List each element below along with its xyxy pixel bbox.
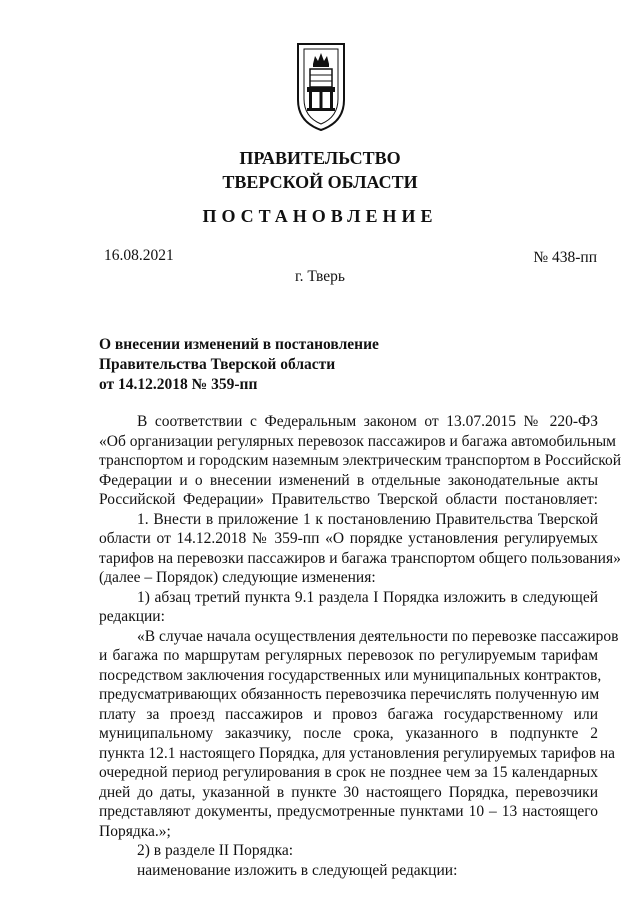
body-line: посредством заключения государственных или муниципальных контрактов,: [99, 666, 602, 684]
body-line: тарифов на перевозки пассажиров и багажа транспортом общего пользования»: [99, 549, 621, 567]
subject-line: от 14.12.2018 № 359-пп: [99, 376, 258, 393]
government-name-line1: ПРАВИТЕЛЬСТВО: [239, 148, 401, 168]
document-date: 16.08.2021: [104, 247, 174, 264]
body-line: пункта 12.1 настоящего Порядка, для установления регулируемых тарифов на: [99, 744, 616, 762]
body-line: 1) абзац третий пункта 9.1 раздела I Порядка изложить в следующей: [137, 588, 598, 606]
body-line: редакции:: [99, 608, 165, 625]
subject-line: О внесении изменений в постановление: [99, 336, 379, 353]
document-body: [99, 412, 622, 880]
body-line: 2) в разделе II Порядка:: [137, 842, 294, 859]
body-line: (далее – Порядок) следующие изменения:: [99, 569, 376, 586]
document-type-title: ПОСТАНОВЛЕНИЕ: [202, 206, 438, 226]
body-line: Российской Федерации» Правительство Тверской области постановляет:: [99, 491, 598, 508]
body-line: Федерации и о внесении изменений в отдельные законодательные акты: [99, 471, 598, 489]
body-line: плату за проезд пассажиров и провоз багажа государственному или: [99, 705, 598, 723]
document-number: № 438-пп: [533, 249, 597, 266]
government-name-line2: ТВЕРСКОЙ ОБЛАСТИ: [222, 172, 418, 192]
body-line: наименование изложить в следующей редакции:: [137, 861, 458, 879]
body-line: муниципальному заказчику, после срока, указанного в подпункте 2: [99, 725, 598, 742]
body-line: «Об организации регулярных перевозок пассажиров и багажа автомобильным: [99, 432, 616, 450]
body-line: дней до даты, указанной в пункте 30 настоящего Порядка, перевозчики: [99, 783, 598, 801]
body-line: Порядка.»;: [99, 822, 171, 840]
body-line: области от 14.12.2018 № 359-пп «О порядке установления регулируемых: [99, 530, 598, 547]
subject-line: Правительства Тверской области: [99, 356, 336, 373]
body-line: «В случае начала осуществления деятельности по перевозке пассажиров: [137, 627, 619, 645]
body-line: очередной период регулирования в срок не позднее чем за 15 календарных: [99, 764, 598, 781]
body-line: транспортом и городским наземным электрическим транспортом в Российской: [99, 452, 622, 469]
body-line: представляют документы, предусмотренные пунктами 10 – 13 настоящего: [99, 803, 598, 820]
document-city: г. Тверь: [295, 268, 345, 285]
body-line: предусматривающих обязанность перевозчика перечислять полученную им: [99, 686, 600, 703]
body-line: В соответствии с Федеральным законом от 13.07.2015 № 220-ФЗ: [137, 413, 598, 430]
body-line: 1. Внести в приложение 1 к постановлению Правительства Тверской: [137, 510, 598, 528]
tver-coat-of-arms-icon: [296, 42, 346, 132]
body-line: и багажа по маршрутам регулярных перевозок по регулируемым тарифам: [99, 647, 598, 664]
document-subject: [99, 335, 379, 395]
